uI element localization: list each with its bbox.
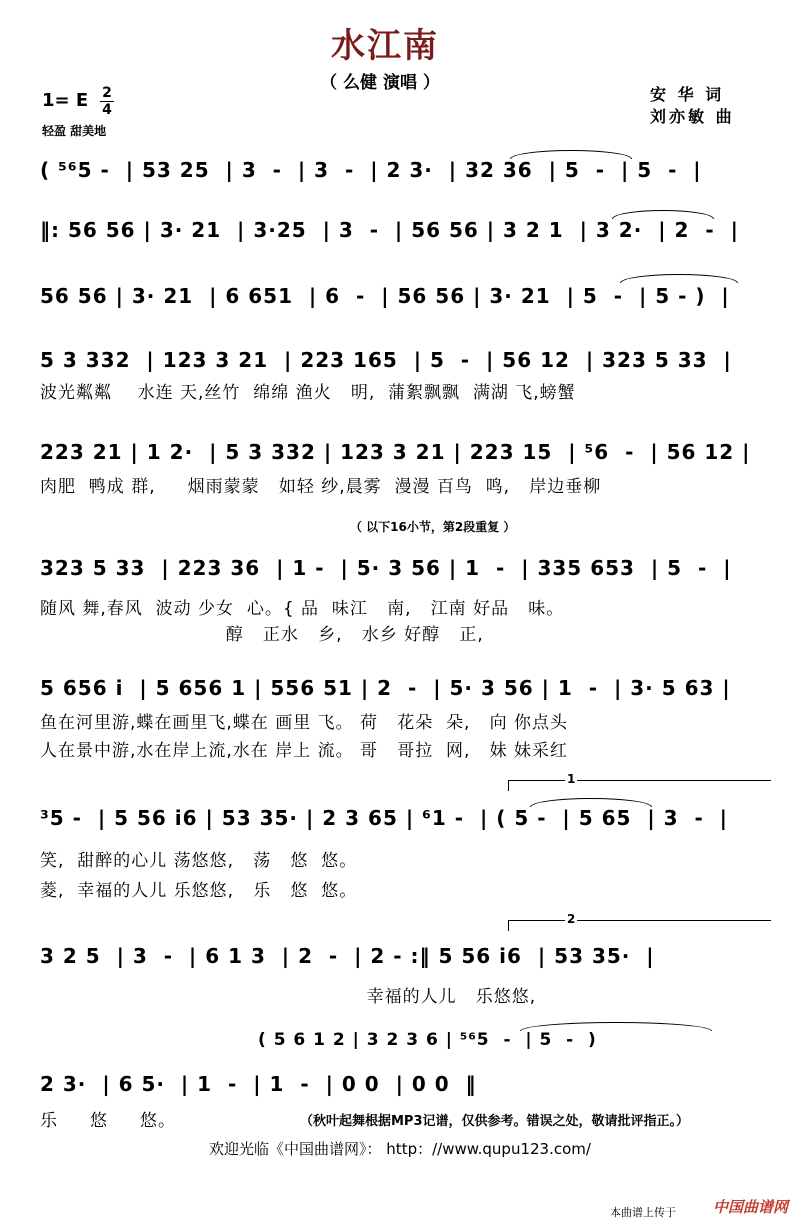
lyric-line-6a: 随风 舞,春风 波动 少女 心。{ 品 味江 南, 江南 好品 味。 [40,599,565,619]
site-footer: 欢迎光临《中国曲谱网》： http：//www.qupu123.com/ [209,1140,591,1158]
notation-line-4: 5 3 332 | 123 3 21 | 223 165 | 5 - | 56 12 | 323 5 33 | [40,348,732,372]
slur [510,150,632,159]
site-logo: 中国曲谱网 [712,1198,788,1216]
notation-line-7: 5 656 i | 5 656 1 | 556 51 | 2 - | 5· 3 56 | 1 - | 3· 5 63 | [40,676,731,700]
lyric-line-5: 肉肥 鸭成 群, 烟雨蒙蒙 如轻 纱,晨雾 漫漫 百鸟 鸣, 岸边垂柳 [40,477,602,497]
key-signature: 1= E [42,90,89,111]
lyric-line-9: 幸福的人儿 乐悠悠, [40,987,537,1007]
notation-line-3: 56 56 | 3· 21 | 6 651 | 6 - | 56 56 | 3· 21 | 5 - | 5 - ) | [40,284,730,308]
slur [520,1022,712,1031]
lyric-line-10: 乐 悠 悠。 [40,1111,177,1131]
composer: 刘亦敏 曲 [650,107,735,126]
time-signature [100,86,114,117]
notation-line-1: ( ⁵⁶5 - | 53 25 | 3 - | 3 - | 2 3· | 32 36 | 5 - | 5 - | [40,158,702,182]
instrumental-line-10: ( 5 6 1 2 | 3 2 3 6 | ⁵⁶5 - | 5 - ) [258,1030,597,1050]
lyric-line-7b: 人在景中游,水在岸上流,水在 岸上 流。 哥 哥拉 网, 妹 妹采红 [40,741,569,761]
notation-line-10: 2 3· | 6 5· | 1 - | 1 - | 0 0 | 0 0 ‖ [40,1072,477,1096]
upload-note: 本曲谱上传于 [610,1206,676,1219]
time-top: 2 [102,85,112,101]
volta-2-bracket [508,920,771,931]
notation-line-6: 323 5 33 | 223 36 | 1 - | 5· 3 56 | 1 - | 335 653 | 5 - | [40,556,732,580]
lyric-line-8a: 笑, 甜醉的心儿 荡悠悠, 荡 悠 悠。 [40,851,358,871]
lyric-line-8b: 菱, 幸福的人儿 乐悠悠, 乐 悠 悠。 [40,881,358,901]
volta-2-label: 2 [567,912,576,926]
performer: （ 么健 演唱 ） [320,73,440,93]
volta-1-label: 1 [567,772,576,786]
slur [530,798,652,807]
notation-line-2: ‖: 56 56 | 3· 21 | 3·25 | 3 - | 56 56 | 3 2 1 | 3 2· | 2 - | [40,218,739,242]
notation-line-8: ³5 - | 5 56 i6 | 53 35· | 2 3 65 | ⁶1 - | ( 5 - | 5 65 | 3 - | [40,806,728,830]
song-title: 水江南 [331,26,439,66]
slur [612,210,714,219]
time-bottom: 4 [102,102,112,118]
lyric-line-4: 波光粼粼 水连 天,丝竹 绵绵 渔火 明, 蒲絮飘飘 满湖 飞,螃蟹 [40,383,576,403]
repeat-annotation: （ 以下16小节，第2段重复 ） [350,520,516,534]
lyric-line-6b: 醇 正水 乡, 水乡 好醇 正, [40,625,484,645]
slur [620,274,738,283]
tempo-marking: 轻盈 甜美地 [42,124,107,138]
notation-line-5: 223 21 | 1 2· | 5 3 332 | 123 3 21 | 223 15 | ⁵6 - | 56 12 | [40,440,751,464]
lyricist: 安 华 词 [650,85,725,104]
transcriber-remark: （秋叶起舞根据MP3记谱，仅供参考。错误之处，敬请批评指正。） [300,1114,690,1129]
notation-line-9: 3 2 5 | 3 - | 6 1 3 | 2 - | 2 - :‖ 5 56 i6 | 53 35· | [40,944,655,968]
volta-1-bracket [508,780,771,791]
lyric-line-7a: 鱼在河里游,蝶在画里飞,蝶在 画里 飞。 荷 花朵 朵, 向 你点头 [40,713,569,733]
